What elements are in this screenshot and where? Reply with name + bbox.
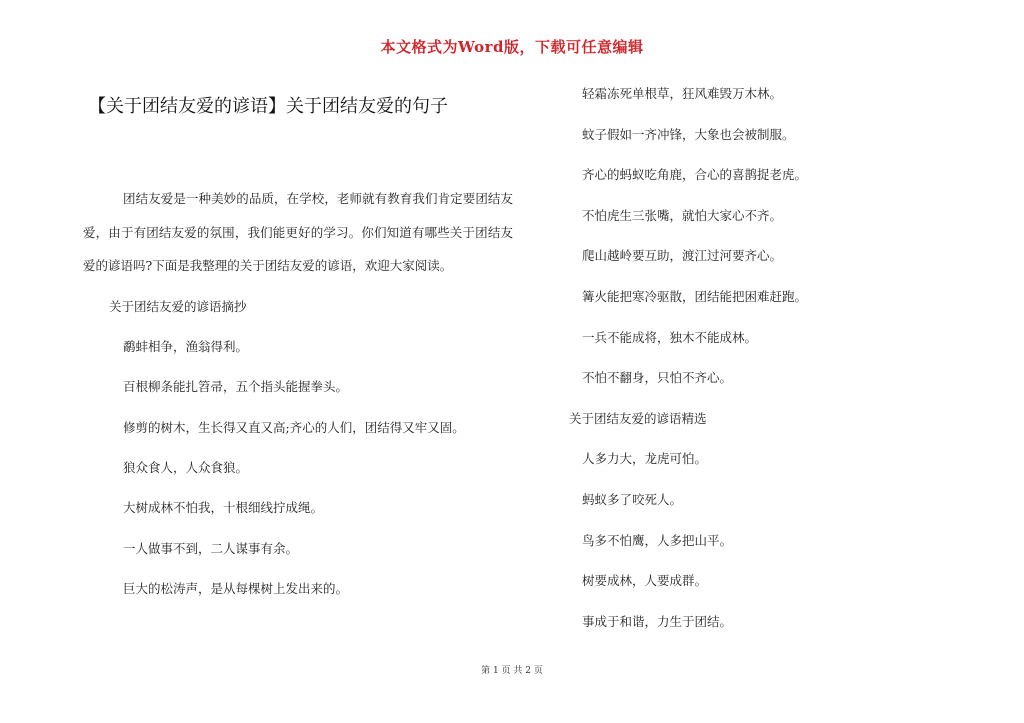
proverb-line: 事成于和谐，力生于团结。 bbox=[582, 613, 733, 629]
left-column bbox=[83, 182, 513, 599]
proverb-line: 巨大的松涛声，是从每棵树上发出来的。 bbox=[123, 581, 349, 597]
proverb-line: 不怕虎生三张嘴，就怕大家心不齐。 bbox=[582, 207, 783, 223]
proverb-line: 修剪的树木，生长得又直又高;齐心的人们，团结得又牢又固。 bbox=[123, 419, 465, 435]
page-number: 第 1 页 共 2 页 bbox=[481, 666, 543, 676]
proverb-line: 树要成林，人要成群。 bbox=[582, 573, 708, 589]
download-banner: 本文格式为Word版，下载可任意编辑 bbox=[380, 38, 644, 56]
proverb-line: 齐心的蚂蚁吃角鹿，合心的喜鹊捉老虎。 bbox=[582, 167, 808, 183]
proverb-line: 蚂蚁多了咬死人。 bbox=[582, 491, 683, 507]
right-column bbox=[569, 84, 869, 632]
proverb-line: 鹬蚌相争，渔翁得利。 bbox=[123, 338, 249, 354]
proverb-line: 百根柳条能扎笤帚，五个指头能握拳头。 bbox=[123, 379, 349, 395]
proverb-line: 鸟多不怕鹰，人多把山平。 bbox=[582, 532, 733, 548]
proverb-line: 一人做事不到，二人谋事有余。 bbox=[123, 540, 299, 556]
page-title: 【关于团结友爱的谚语】关于团结友爱的句子 bbox=[88, 96, 448, 117]
proverb-line: 一兵不能成将，独木不能成林。 bbox=[582, 329, 758, 345]
intro-paragraph: 团结友爱是一种美妙的品质，在学校，老师就有教育我们肯定要团结友爱，由于有团结友爱的氛围，我们能更好的学习。你们知道有哪些关于团结友爱的谚语吗?下面是我整理的关于团结友爱的谚语，欢迎大家阅读。 bbox=[83, 191, 513, 273]
proverb-line: 大树成林不怕我，十根细线拧成绳。 bbox=[123, 500, 324, 516]
proverb-line: 人多力大，龙虎可怕。 bbox=[582, 451, 708, 467]
proverb-line: 爬山越岭要互助，渡江过河要齐心。 bbox=[582, 248, 783, 264]
section-heading-selected: 关于团结友爱的谚语精选 bbox=[569, 410, 707, 426]
proverb-line: 狼众食人，人众食狼。 bbox=[123, 460, 249, 476]
proverb-line: 不怕不翻身，只怕不齐心。 bbox=[582, 370, 733, 386]
proverb-line: 篝火能把寒冷驱散，团结能把困难赶跑。 bbox=[582, 288, 808, 304]
proverb-line: 轻霜冻死单根草，狂风难毁万木林。 bbox=[582, 86, 783, 101]
proverb-line: 蚊子假如一齐冲锋，大象也会被制服。 bbox=[582, 126, 795, 142]
section-heading-excerpts: 关于团结友爱的谚语摘抄 bbox=[109, 298, 247, 314]
